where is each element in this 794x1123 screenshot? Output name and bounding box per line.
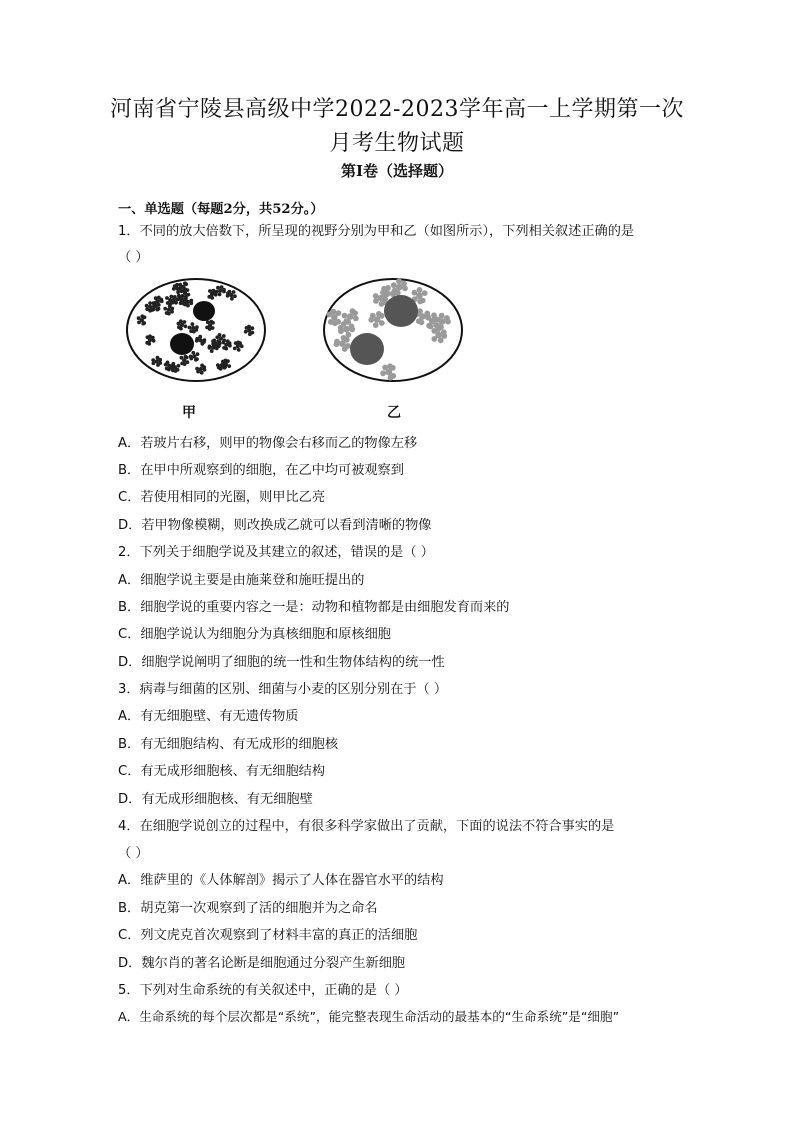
small-cell-speck [198, 335, 202, 339]
question-4-stem-cont: （ ） [118, 846, 149, 861]
small-cell-speck [244, 330, 248, 334]
large-cell [193, 301, 215, 321]
small-cell-speck [334, 339, 340, 345]
small-cell-core [214, 342, 218, 346]
small-cell-speck [380, 370, 386, 376]
small-cell-core [229, 293, 233, 297]
small-cell-core [156, 299, 160, 303]
small-cell-speck [438, 337, 444, 343]
large-cell [350, 333, 384, 365]
small-cell-speck [330, 309, 336, 315]
small-cell-speck [195, 367, 199, 371]
small-cell-core [210, 292, 214, 296]
small-cell-speck [233, 294, 237, 298]
small-cell-core [378, 295, 385, 302]
small-cell-speck [191, 322, 195, 326]
small-cell-core [199, 367, 203, 371]
question-4-option-c[interactable]: C．列文虎克首次观察到了材料丰富的真正的活细胞 [118, 928, 418, 943]
section-heading: 一、单选题（每题2分，共52分。） [118, 202, 324, 217]
small-cell-core [224, 343, 228, 347]
small-cell-speck [436, 326, 442, 332]
small-cell-speck [184, 295, 188, 299]
small-cell-speck [218, 333, 222, 337]
microscope-field-jia [125, 277, 267, 383]
small-cell-core [140, 318, 144, 322]
small-cell-speck [191, 351, 195, 355]
small-cell-speck [175, 283, 179, 287]
small-cell-speck [163, 307, 167, 311]
small-cell-speck [159, 298, 163, 302]
small-cell-speck [208, 345, 212, 349]
small-cell-speck [385, 285, 391, 291]
small-cell-speck [170, 307, 174, 311]
small-cell-core [186, 300, 190, 304]
question-1-option-a[interactable]: A．若玻片右移，则甲的物像会右移而乙的物像左移 [118, 436, 418, 451]
small-cell-speck [228, 290, 232, 294]
small-cell-core [175, 287, 179, 291]
small-cell-speck [151, 358, 155, 362]
microscope-field-yi [322, 277, 464, 383]
small-cell-speck [155, 308, 159, 312]
small-cell-speck [184, 324, 188, 328]
small-cell-speck [189, 355, 193, 359]
small-cell-speck [417, 287, 423, 293]
small-cell-core [429, 318, 436, 325]
small-cell-core [343, 326, 350, 333]
small-cell-speck [148, 301, 152, 305]
small-cell-speck [431, 312, 437, 318]
question-1-option-b[interactable]: B．在甲中所观察到的细胞，在乙中均可被观察到 [118, 463, 404, 478]
small-cell-core [148, 305, 152, 309]
small-cell-speck [189, 299, 193, 303]
small-cell-core [191, 326, 195, 330]
small-cell-core [208, 323, 212, 327]
small-cell-core [419, 313, 426, 320]
question-3-option-a[interactable]: A．有无细胞壁、有无遗传物质 [118, 709, 299, 724]
small-cell-speck [435, 317, 441, 323]
figure-label-yi: 乙 [387, 405, 401, 421]
question-3-option-b[interactable]: B．有无细胞结构、有无成形的细胞核 [118, 737, 339, 752]
small-cell-core [199, 338, 203, 342]
small-cell-speck [218, 293, 222, 297]
small-cell-speck [210, 349, 214, 353]
question-2-option-a[interactable]: A．细胞学说主要是由施莱登和施旺提出的 [118, 573, 365, 588]
small-cell-speck [156, 363, 160, 367]
small-cell-speck [145, 304, 149, 308]
question-2-option-c[interactable]: C．细胞学说认为细胞分为真核细胞和原核细胞 [118, 627, 391, 642]
small-cell-core [218, 289, 222, 293]
large-cell [170, 333, 194, 355]
small-cell-core [347, 313, 354, 320]
small-cell-speck [396, 278, 402, 284]
small-cell-speck [177, 294, 181, 298]
small-cell-speck [391, 282, 397, 288]
question-4-option-d[interactable]: D．魏尔肖的著名论断是细胞通过分裂产生新细胞 [118, 956, 406, 971]
small-cell-speck [373, 293, 379, 299]
small-cell-speck [195, 325, 199, 329]
small-cell-core [180, 323, 184, 327]
small-cell-core [331, 314, 338, 321]
small-cell-speck [177, 364, 181, 368]
small-cell-speck [422, 290, 428, 296]
question-1-option-c[interactable]: C．若使用相同的光圈，则甲比乙亮 [118, 490, 326, 505]
small-cell-core [386, 369, 393, 376]
small-cell-core [155, 359, 159, 363]
figure-label-jia: 甲 [182, 405, 196, 421]
small-cell-speck [172, 298, 176, 302]
small-cell-speck [223, 365, 227, 369]
small-cell-speck [248, 332, 252, 336]
small-cell-core [182, 358, 186, 362]
small-cell-core [219, 336, 223, 340]
small-cell-speck [212, 339, 216, 343]
question-2-stem: 2．下列关于细胞学说及其建立的叙述，错误的是（ ） [118, 545, 434, 560]
small-cell-speck [346, 332, 352, 338]
small-cell-speck [342, 313, 348, 319]
question-5-option-a[interactable]: A．生命系统的每个层次都是“系统”，能完整表现生命活动的最基本的“生命系统”是“细胞” [118, 1009, 620, 1024]
small-cell-core [247, 328, 251, 332]
small-cell-speck [202, 365, 206, 369]
small-cell-speck [230, 297, 234, 301]
large-cell [384, 295, 418, 327]
small-cell-speck [388, 375, 394, 381]
small-cell-speck [222, 288, 226, 292]
question-4-option-b[interactable]: B．胡克第一次观察到了活的细胞并为之命名 [118, 901, 378, 916]
small-cell-core [167, 308, 171, 312]
question-1-stem-cont: （ ） [118, 250, 149, 265]
page-title-line2: 月考生物试题 [329, 131, 465, 156]
page-subtitle: 第I卷（选择题） [340, 162, 454, 180]
question-4-option-a[interactable]: A．维萨里的《人体解剖》揭示了人体在器官水平的结构 [118, 873, 444, 888]
small-cell-speck [218, 342, 222, 346]
small-cell-speck [180, 289, 184, 293]
small-cell-core [339, 340, 346, 347]
question-2-option-d[interactable]: D．细胞学说阐明了细胞的统一性和生物体结构的统一性 [118, 655, 445, 670]
small-cell-speck [188, 326, 192, 330]
small-cell-speck [200, 342, 204, 346]
question-3-option-c[interactable]: C．有无成形细胞核、有无细胞结构 [118, 764, 326, 779]
small-cell-speck [379, 301, 385, 307]
small-cell-core [192, 354, 196, 358]
question-1-option-d[interactable]: D．若甲物像模糊，则改换成乙就可以看到清晰的物像 [118, 518, 432, 533]
small-cell-speck [179, 285, 183, 289]
small-cell-core [236, 344, 240, 348]
small-cell-speck [200, 371, 204, 375]
small-cell-speck [179, 319, 183, 323]
question-3-option-d[interactable]: D．有无成形细胞核、有无细胞壁 [118, 792, 313, 807]
small-cell-speck [157, 303, 161, 307]
question-1-stem: 1．不同的放大倍数下，所呈现的视野分别为甲和乙（如图所示），下列相关叙述正确的是 [118, 224, 635, 239]
small-cell-core [220, 363, 224, 367]
small-cell-core [148, 338, 152, 342]
question-5-stem: 5．下列对生命系统的有关叙述中，正确的是（ ） [118, 983, 408, 998]
question-2-option-b[interactable]: B．细胞学说的重要内容之一是：动物和植物都是由细胞发育而来的 [118, 600, 510, 615]
small-cell-core [374, 316, 381, 323]
question-4-stem: 4．在细胞学说创立的过程中，有很多科学家做出了贡献，下面的说法不符合事实的是 [118, 819, 615, 834]
small-cell-core [176, 297, 180, 301]
small-cell-speck [169, 295, 173, 299]
small-cell-core [168, 298, 172, 302]
page-title-line1: 河南省宁陵县高级中学2022-2023学年高一上学期第一次 [110, 97, 684, 122]
small-cell-core [396, 284, 403, 291]
small-cell-speck [203, 338, 207, 342]
small-cell-speck [247, 325, 251, 329]
small-cell-core [416, 292, 423, 299]
small-cell-speck [176, 290, 180, 294]
small-cell-speck [417, 299, 423, 305]
small-cell-speck [373, 322, 379, 328]
small-cell-speck [237, 348, 241, 352]
small-cell-core [183, 291, 187, 295]
question-3-stem: 3．病毒与细菌的区别、细菌与小麦的区别分别在于（ ） [118, 682, 448, 697]
small-cell-speck [353, 316, 359, 322]
small-cell-speck [141, 322, 145, 326]
small-cell-speck [216, 363, 220, 367]
small-cell-core [435, 332, 442, 339]
small-cell-core [173, 365, 177, 369]
